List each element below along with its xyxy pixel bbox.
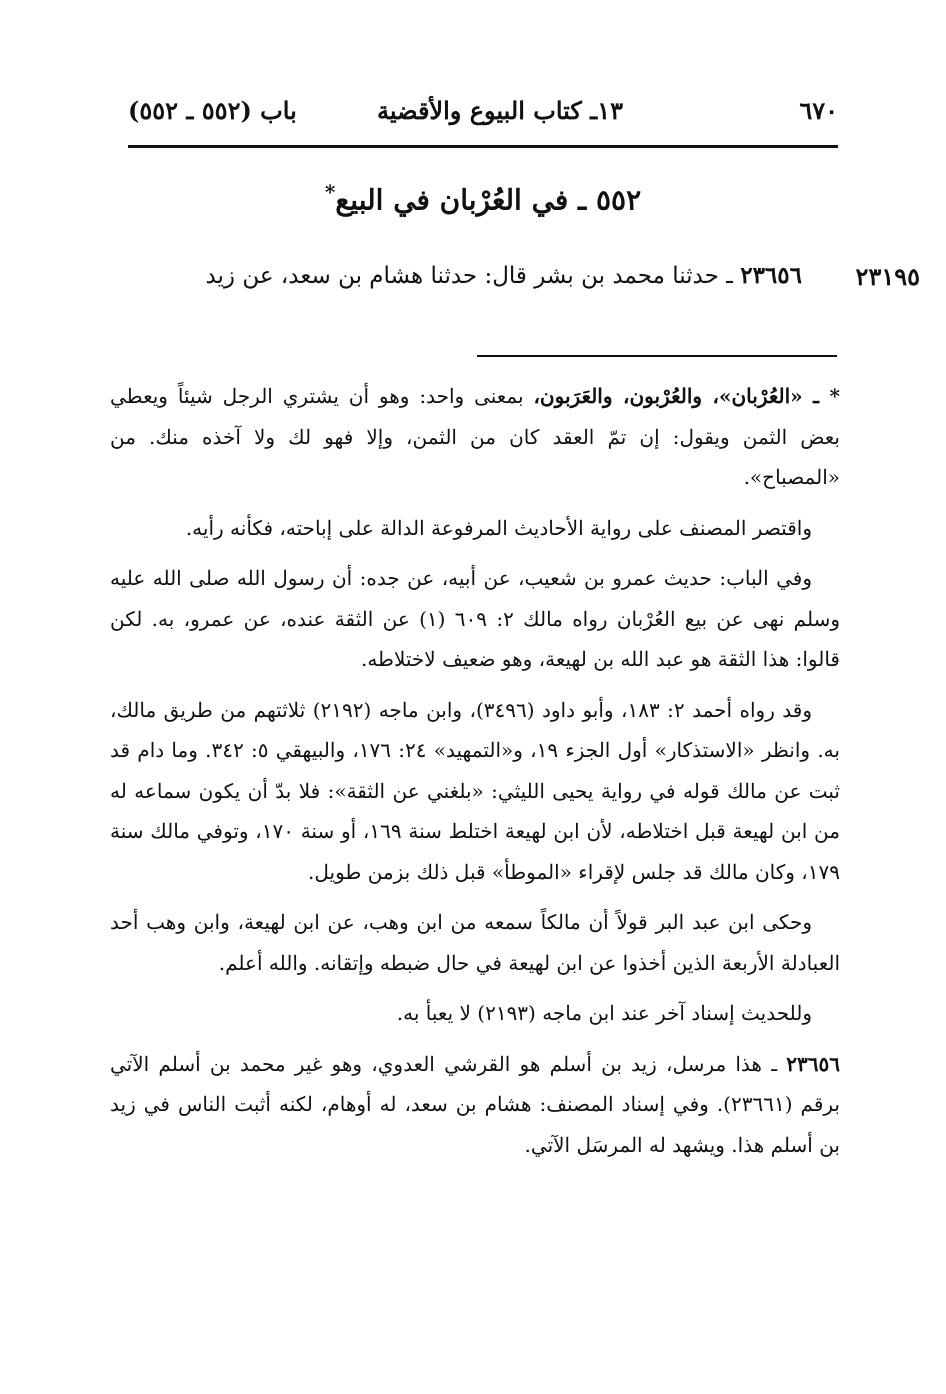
footnote-lead: * ـ «العُرْبان»، والعُرْبون، والعَرَبون، [533, 384, 841, 408]
chapter-title [128, 180, 838, 216]
chapter-title-text: ٥٥٢ ـ في العُرْبان في البيع [335, 183, 642, 217]
footnote-text: وللحديث إسناد آخر عند ابن ماجه (٢١٩٣) لا يعبأ به. [396, 1001, 812, 1025]
book-title: ١٣ـ كتاب البيوع والأقضية [377, 96, 623, 125]
hadith-margin-number: ٢٣١٩٥ [855, 262, 920, 291]
footnote-paragraph [110, 690, 840, 893]
footnote-definition [110, 376, 840, 498]
running-header [128, 92, 838, 132]
footnotes [110, 376, 840, 1175]
footnote-paragraph [110, 508, 840, 549]
footnote-paragraph [110, 558, 840, 680]
footnote-text: وقد رواه أحمد ٢: ١٨٣، وأبو داود (٣٤٩٦)، وابن ماجه (٢١٩٢) ثلاثتهم من طريق مالك، به. وانظر «الاستذكار» أول الجزء ١٩، و«التمهيد» ٢٤: ١٧٦، والبيهقي ٥: ٣٤٢. وما دام قد ثبت عن مالك قوله في رواية يحيى الليثي: «بلغني عن الثقة»: فلا بدّ أن يكون سماعه له من ابن لهيعة قبل اختلاطه، لأن ابن لهيعة اختلط سنة ١٦٩، أو سنة ١٧٠، وتوفي مالك سنة ١٧٩، وكان مالك قد جلس لإقراء «الموطأ» قبل ذلك بزمن طويل. [110, 697, 840, 884]
footnote-paragraph [110, 902, 840, 983]
hadith-text: ـ حدثنا محمد بن بشر قال: حدثنا هشام بن سعد، عن زيد [205, 263, 733, 289]
page-number: ٦٧٠ [799, 96, 838, 125]
footnote-lead: ٢٣٦٥٦ [786, 1051, 840, 1076]
hadith-entry [120, 258, 920, 302]
footnote-paragraph [110, 993, 840, 1034]
hadith-text-line [120, 262, 802, 289]
hadith-number: ٢٣٦٥٦ [740, 262, 802, 289]
footnote-text: واقتصر المصنف على رواية الأحاديث المرفوعة الدالة على إباحته، فكأنه رأيه. [185, 515, 812, 540]
footnote-text: ـ هذا مرسل، زيد بن أسلم هو القرشي العدوي، وهو غير محمد بن أسلم الآتي برقم (٢٣٦٦١). وفي إسناد المصنف: هشام بن سعد، له أوهام، لكنه أثبت الناس في زيد بن أسلم هذا. ويشهد له المرسَل الآتي. [110, 1051, 840, 1157]
footnote-text: بمعنى واحد: وهو أن يشتري الرجل شيئاً ويعطي بعض الثمن ويقول: إن تمّ العقد كان من الثمن، وإلا فهو لك ولا آخذه منك. من «المصباح». [110, 384, 840, 489]
header-rule [128, 145, 838, 148]
footnote-hadith-note [110, 1044, 840, 1166]
footnote-marker: * [324, 180, 336, 204]
chapter-range: باب (٥٥٢ ـ ٥٥٢) [128, 96, 297, 125]
footnote-text: وحكى ابن عبد البر قولاً أن مالكاً سمعه من ابن وهب، عن ابن لهيعة، وابن وهب أحد العبادلة الأربعة الذين أخذوا عن ابن لهيعة في حال ضبطه وإتقانه. والله أعلم. [110, 910, 840, 975]
footnote-text: وفي الباب: حديث عمرو بن شعيب، عن أبيه، عن جده: أن رسول الله صلى الله عليه وسلم نهى عن بيع العُرْبان رواه مالك ٢: ٦٠٩ (١) عن الثقة عنده، عن عمرو، به. لكن قالوا: هذا الثقة هو عبد الله بن لهيعة، وهو ضعيف لاختلاطه. [110, 566, 840, 671]
footnote-separator [477, 355, 837, 357]
